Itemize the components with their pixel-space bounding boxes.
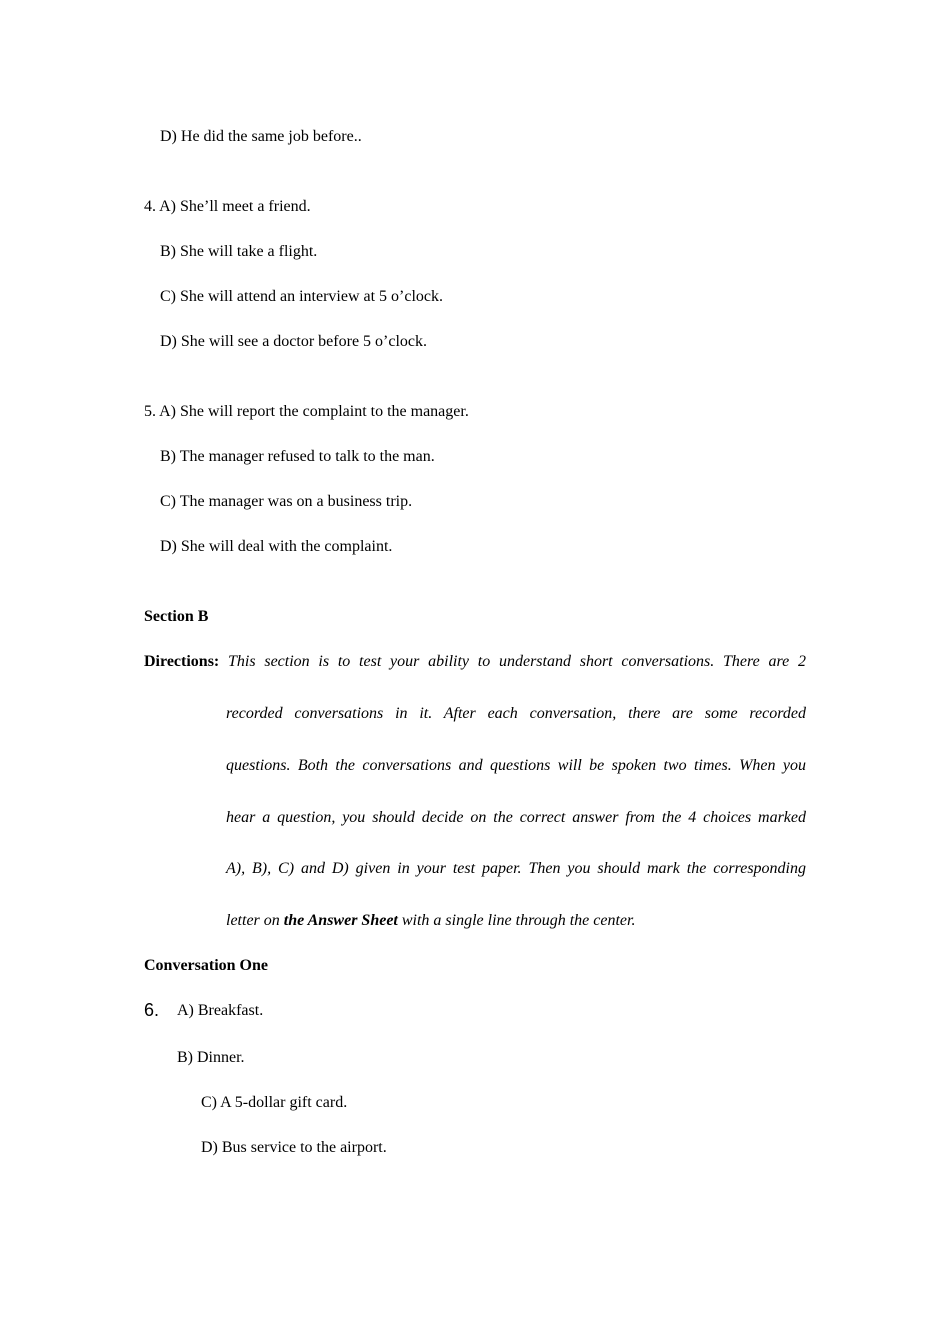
directions-last-before: letter on	[226, 912, 284, 929]
q4-option-b: B) She will take a flight.	[160, 243, 318, 260]
q6-option-c: C) A 5-dollar gift card.	[201, 1094, 348, 1111]
directions-line-4: hear a question, you should decide on the correct answer from the 4 choices marked	[226, 809, 806, 826]
directions-label: Directions:	[144, 653, 220, 670]
q5-option-a: A) She will report the complaint to the manager.	[159, 403, 469, 420]
directions-line-3: questions. Both the conversations and questions will be spoken two times. When you	[226, 757, 806, 774]
q5-number: 5.	[144, 403, 156, 420]
q6-option-b: B) Dinner.	[177, 1049, 245, 1066]
q5-option-d: D) She will deal with the complaint.	[160, 538, 393, 555]
q3-option-d: D) He did the same job before..	[160, 128, 362, 145]
answer-sheet-emphasis: the Answer Sheet	[283, 912, 398, 929]
directions-last-after: with a single line through the center.	[397, 912, 636, 929]
q4-option-c: C) She will attend an interview at 5 o’clock.	[160, 288, 444, 305]
q6-option-d: D) Bus service to the airport.	[201, 1139, 387, 1156]
directions-line-2: recorded conversations in it. After each conversation, there are some recorded	[226, 705, 806, 722]
section-b-heading: Section B	[144, 608, 209, 625]
directions-line-5: A), B), C) and D) given in your test paper. Then you should mark the corresponding	[226, 860, 806, 877]
q5-option-c: C) The manager was on a business trip.	[160, 493, 413, 510]
q4-option-d: D) She will see a doctor before 5 o’clock.	[160, 333, 428, 350]
conversation-one-heading: Conversation One	[144, 957, 268, 974]
q4-number: 4.	[144, 198, 156, 215]
q5-option-b: B) The manager refused to talk to the man.	[160, 448, 435, 465]
q5-item	[144, 402, 469, 422]
directions-first-line	[144, 652, 806, 672]
directions-line-6	[226, 911, 806, 931]
directions-line-1: This section is to test your ability to understand short conversations. There are 2	[228, 653, 807, 670]
q4-item	[144, 197, 311, 217]
q4-option-a: A) She’ll meet a friend.	[159, 198, 311, 215]
q6-number: 6.	[144, 1000, 160, 1020]
q6-option-a: A) Breakfast.	[177, 1002, 264, 1019]
